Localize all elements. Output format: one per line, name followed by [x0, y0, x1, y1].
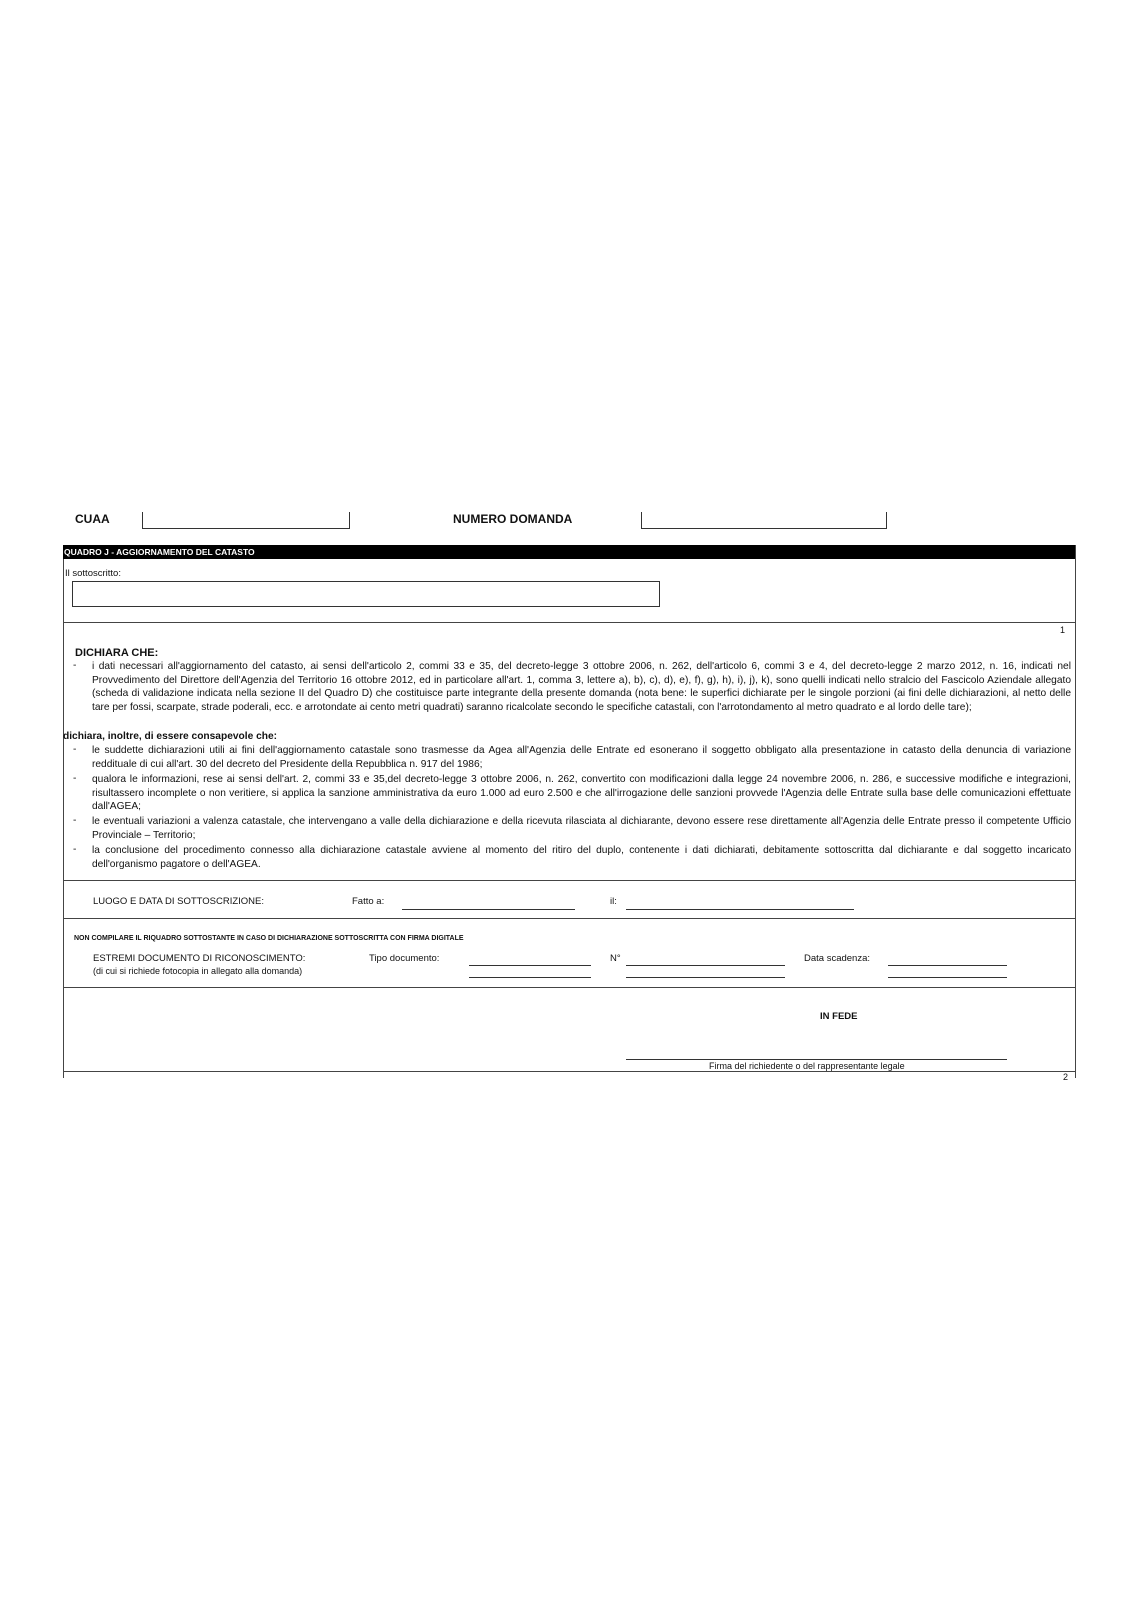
cuaa-field[interactable]	[142, 512, 350, 529]
cuaa-label: CUAA	[75, 512, 110, 526]
dichiara-heading: DICHIARA CHE:	[75, 647, 159, 659]
consapevole-item-2: qualora le informazioni, rese ai sensi dell'art. 2, commi 33 e 35,del decreto-legge 3 ottobre 2006, n. 262, convertito con modificazioni dalla legge 24 novembre 2006, n. 286, e successive modifiche e integrazioni, risultassero incomplete o non veritiere, si applica la sanzione amministrativa da euro 1.000 ad euro 2.500 e che all'irrogazione delle sanzioni provvede l'Agenzia delle Entrate sulla base delle comunicazioni effettuate dall'AGEA;	[92, 774, 1071, 813]
numero-documento-label: N°	[610, 953, 621, 964]
bullet-dash: -	[73, 815, 77, 826]
firma-digitale-notice: NON COMPILARE IL RIQUADRO SOTTOSTANTE IN CASO DI DICHIARAZIONE SOTTOSCRITTA CON FIRMA DIGITALE	[74, 935, 464, 942]
data-scadenza-field[interactable]	[888, 965, 1007, 966]
bullet-dash: -	[73, 744, 77, 755]
dichiara-item-1: i dati necessari all'aggiornamento del catasto, ai sensi dell'articolo 2, commi 33 e 35, del decreto-legge 3 ottobre 2006, n. 262, dell'articolo 6, commi 3 e 4, del decreto-legge 2 marzo 2012, n. 16, indicati nel Provvedimento del Direttore dell'Agenzia del Territorio 16 ottobre 2012, ed in particolare all'art. 1, comma 3, lettere a), b), c), d), e), f), g), h), i), j), k), sono quelli indicati nello stralcio del Fascicolo Aziendale allegato (scheda di validazione indicata nella sezione II del Quadro D) che costituisce parte integrante della presente domanda (nota bene: le superfici dichiarate per le singole porzioni (ai fini delle dichiarazioni, al netto delle tare per fossi, scarpate, strade poderali, ecc. e arrotondate ai cento metri quadrati) saranno ricalcolate secondo le specifiche catastali, con l'arrotondamento al metro quadrato e al lordo delle tare);	[92, 661, 1071, 713]
data-scadenza-label: Data scadenza:	[804, 953, 871, 964]
tipo-documento-label: Tipo documento:	[369, 953, 440, 964]
quadro-title: QUADRO J - AGGIORNAMENTO DEL CATASTO	[63, 545, 1075, 559]
il-label: il:	[610, 896, 617, 907]
numero-domanda-label: NUMERO DOMANDA	[453, 512, 573, 526]
firma-caption: Firma del richiedente o del rappresentante legale	[709, 1061, 905, 1071]
firma-field[interactable]	[626, 1059, 1007, 1060]
sottoscritto-label: Il sottoscritto:	[65, 568, 121, 579]
fatto-a-label: Fatto a:	[352, 896, 385, 907]
bullet-dash: -	[73, 844, 77, 855]
data-scadenza-field-2[interactable]	[888, 977, 1007, 978]
numero-documento-field-2[interactable]	[626, 977, 785, 978]
fatto-a-field[interactable]	[402, 909, 575, 910]
section-divider	[63, 622, 1075, 623]
consapevole-item-1: le suddette dichiarazioni utili ai fini dell'aggiornamento catastale sono trasmesse da Agea all'Agenzia delle Entrate ed esonerano il soggetto obbligato alla presentazione in catasto della denuncia di variazione reddituale di cui all'art. 30 del decreto del Presidente della Repubblica n. 917 del 1986;	[92, 745, 1071, 770]
consapevole-heading: dichiara, inoltre, di essere consapevole che:	[63, 731, 278, 742]
sottoscrizione-label: LUOGO E DATA DI SOTTOSCRIZIONE:	[93, 896, 265, 907]
documento-sublabel: (di cui si richiede fotocopia in allegato alla domanda)	[93, 966, 303, 976]
bullet-dash: -	[73, 773, 77, 784]
documento-label: ESTREMI DOCUMENTO DI RICONOSCIMENTO:	[93, 953, 306, 964]
page-marker: 2	[1063, 1072, 1069, 1082]
sottoscritto-field[interactable]	[72, 581, 660, 607]
section-divider	[63, 987, 1075, 988]
bullet-dash: -	[73, 660, 77, 671]
consapevole-item-4: la conclusione del procedimento connesso alla dichiarazione catastale avviene al momento del ritiro del duplo, contenente i dati dichiarati, debitamente sottoscritta dal dichiarante e dal soggetto incaricato dell'organismo pagatore o dell'AGEA.	[92, 845, 1071, 870]
section-divider	[63, 1071, 1075, 1072]
in-fede-label: IN FEDE	[820, 1011, 858, 1022]
tipo-documento-field[interactable]	[469, 965, 591, 966]
consapevole-item-3: le eventuali variazioni a valenza catastale, che intervengano a valle della dichiarazione e della ricevuta rilasciata al dichiarante, devono essere rese direttamente all'Agenzia delle Entrate presso il competente Ufficio Provinciale – Territorio;	[92, 816, 1071, 841]
section-divider	[63, 880, 1075, 881]
tipo-documento-field-2[interactable]	[469, 977, 591, 978]
numero-domanda-field[interactable]	[641, 512, 887, 529]
numero-documento-field[interactable]	[626, 965, 785, 966]
section-divider	[63, 918, 1075, 919]
page-marker: 1	[1060, 625, 1066, 635]
il-field[interactable]	[626, 909, 854, 910]
